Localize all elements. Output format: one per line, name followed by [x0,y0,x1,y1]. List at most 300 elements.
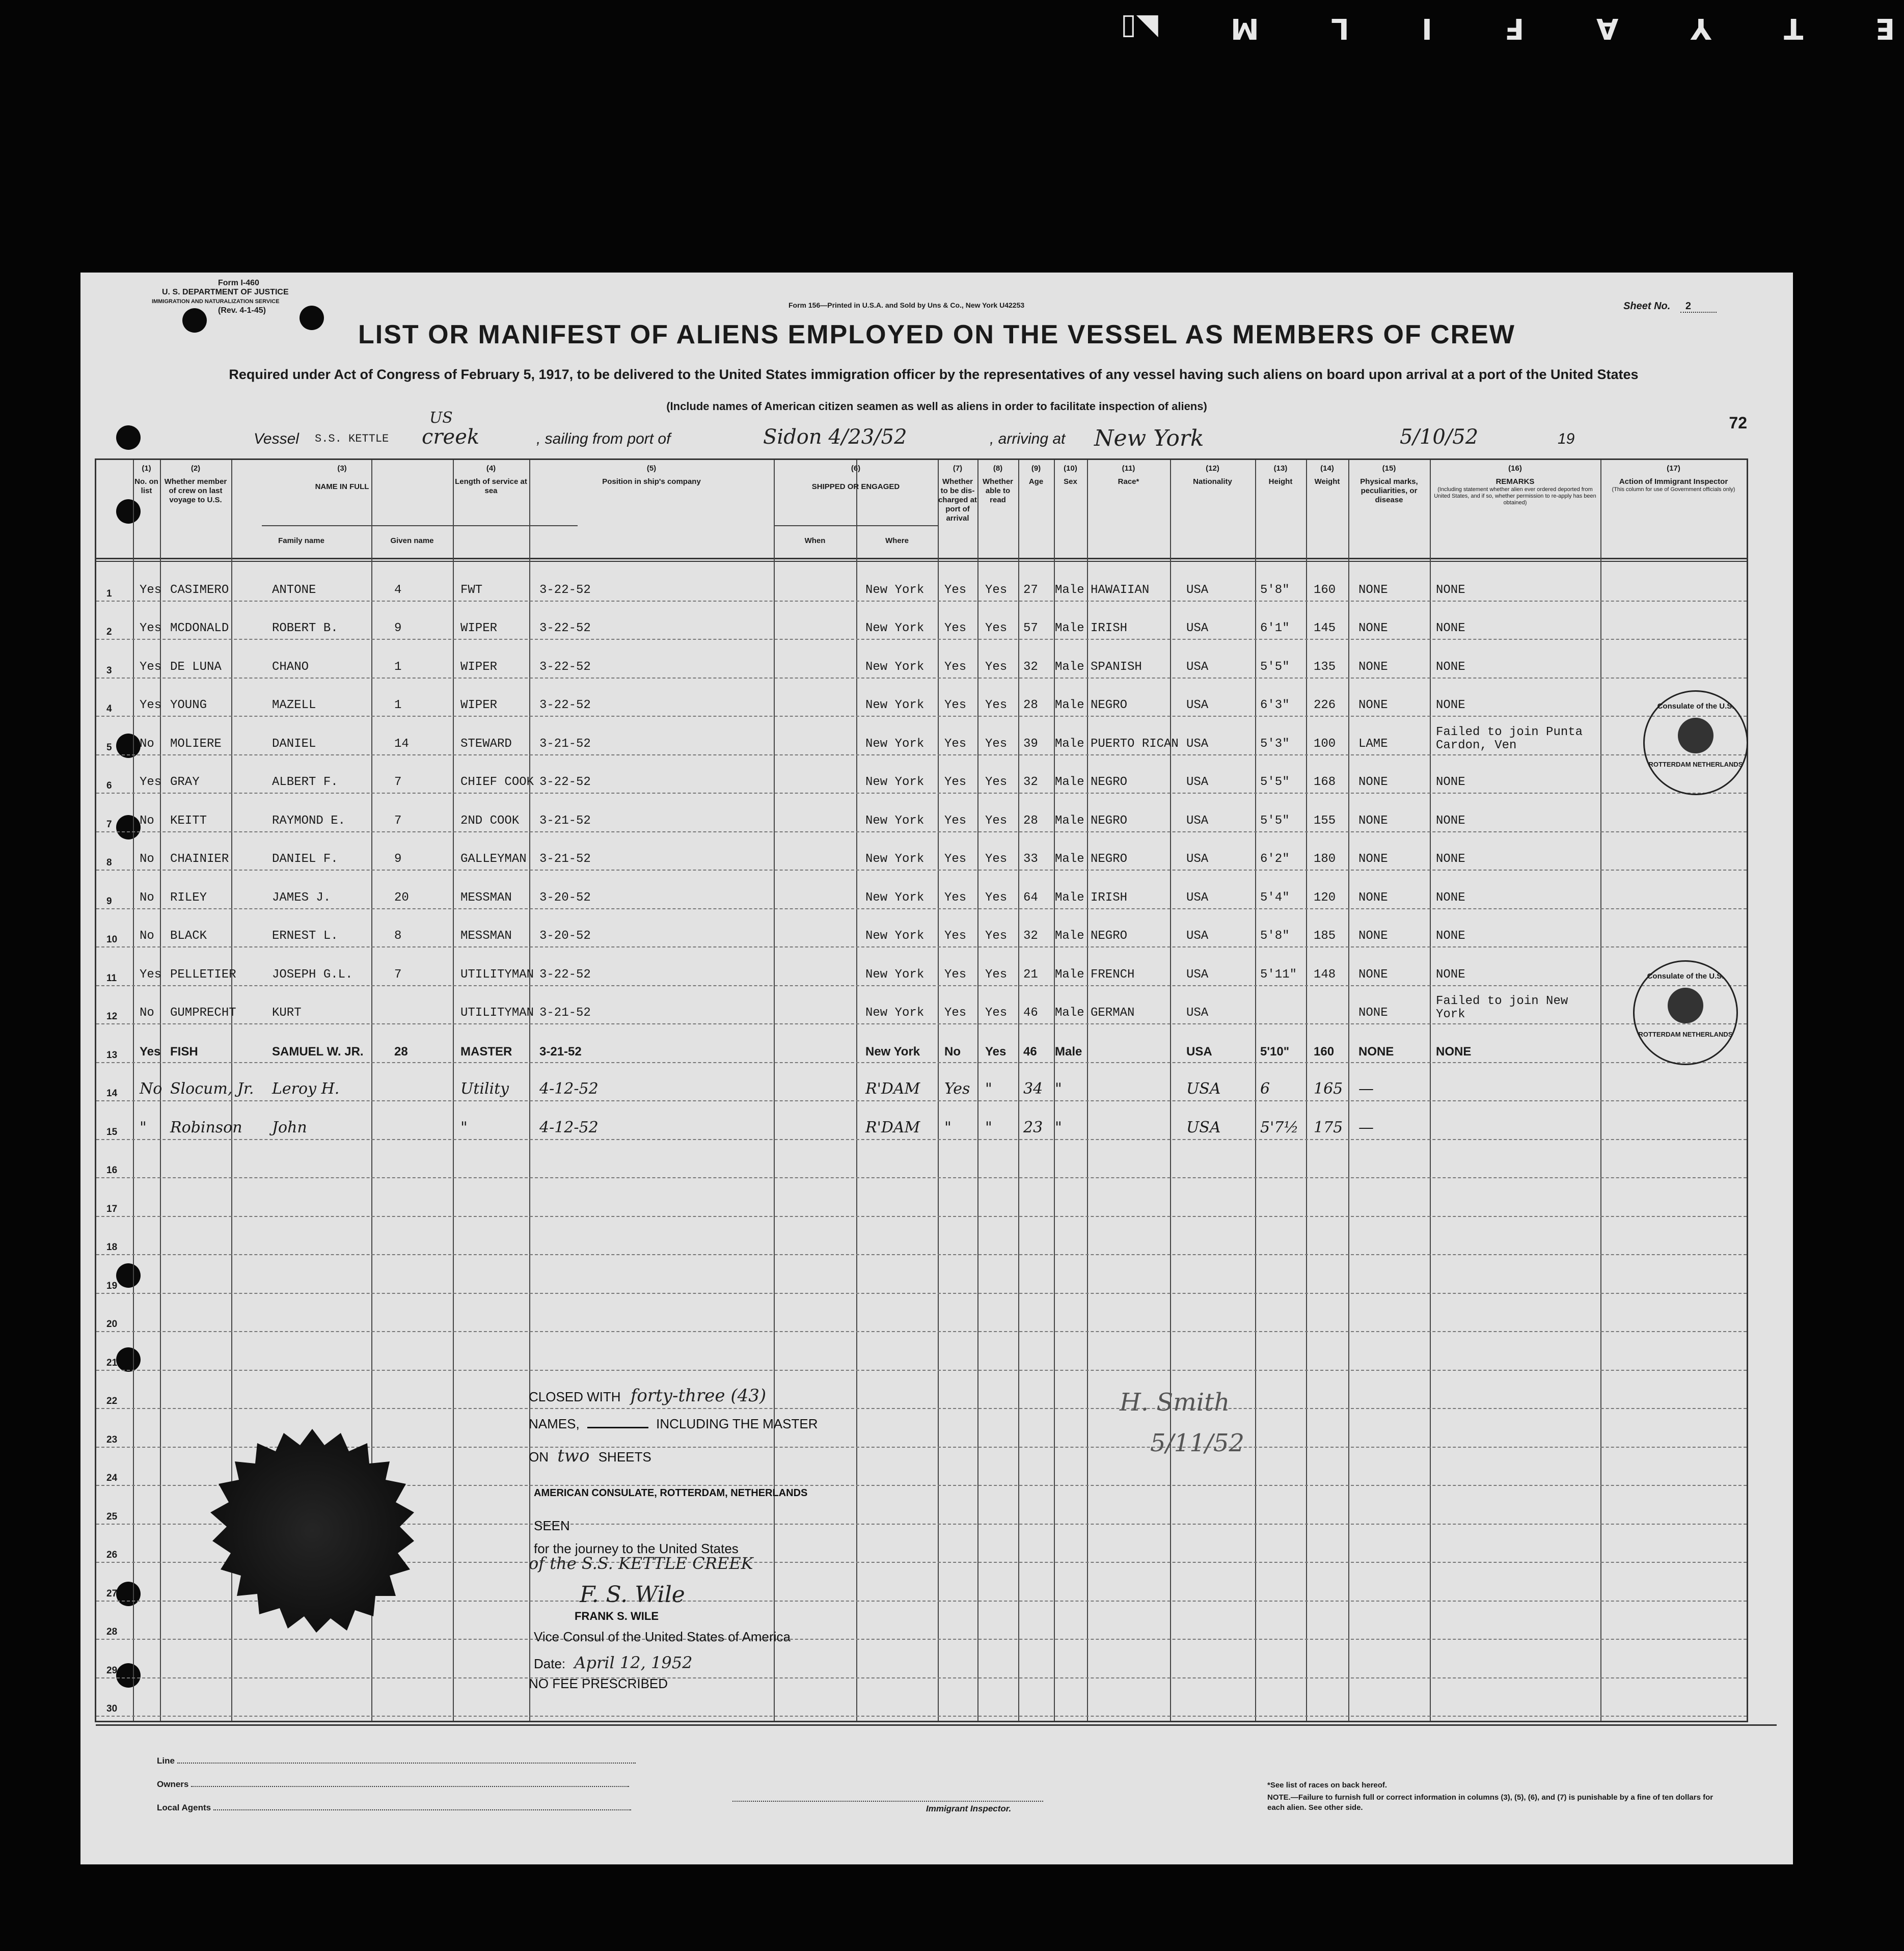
cell-prev-voyage: Yes [140,621,162,635]
cell-given-name: ALBERT F. [272,775,338,789]
cell-shipped-when: 3-22-52 [539,660,591,674]
row-number: 5 [106,742,112,753]
cell-family-name: MCDONALD [170,621,229,635]
column-number: (10) [1064,464,1077,473]
cell-race: IRISH [1091,890,1128,905]
agency-name: U. S. DEPARTMENT OF JUSTICE [162,288,289,296]
cell-shipped-where: New York [865,967,924,982]
column-header [1054,464,1087,486]
cell-race: NEGRO [1091,852,1128,866]
column-divider [1087,460,1088,1721]
column-header [1600,464,1747,493]
column-title: Whether to be dis-charged at port of arrival [938,477,977,523]
stamp-bottom-text: ROTTERDAM NETHERLANDS [1638,1031,1733,1038]
row-divider [96,793,1747,794]
cell-given-name: JOSEPH G.L. [272,967,353,982]
column-title: Whether able to read [983,477,1013,504]
cell-height: 5'4" [1260,890,1290,905]
sheets-label: SHEETS [598,1449,651,1465]
ship-handwritten: of the S.S. KETTLE CREEK [529,1554,753,1573]
row-number: 15 [106,1126,118,1137]
column-header [1087,464,1170,486]
row-number: 16 [106,1165,118,1176]
cell-discharged: Yes [944,1080,970,1098]
cell-age: 33 [1023,852,1038,866]
column-title: Height [1268,477,1293,486]
cell-age: 28 [1023,698,1038,712]
cell-race: PUERTO RICAN [1091,737,1179,751]
cell-prev-voyage: No [140,890,154,905]
column-title: Nationality [1193,477,1232,486]
column-header [160,464,231,505]
row-divider [96,1100,1747,1101]
row-divider [96,1254,1747,1255]
column-title: SHIPPED OR ENGAGED [811,482,900,491]
cell-sex: Male [1055,621,1084,635]
row-divider [96,678,1747,679]
date-label: Date: [534,1656,566,1671]
film-code-char: ◣▯ [1121,11,1158,45]
film-code-char: M [1230,11,1259,45]
signed-date: April 12, 1952 [574,1653,693,1672]
cell-physical-marks: NONE [1358,775,1388,789]
punch-hole [116,425,141,450]
cell-discharged: Yes [944,698,967,712]
vessel-line [254,409,1710,456]
cell-position: UTILITYMAN [460,1006,534,1020]
column-note: (This column for use of Government officials only) [1612,486,1735,493]
row-divider [96,1408,1747,1409]
cell-sex: Male [1055,775,1084,789]
row-number: 29 [106,1665,118,1676]
cell-position: WIPER [460,698,498,712]
column-number: (16) [1508,464,1522,473]
cell-shipped-when: 3-22-52 [539,583,591,597]
cell-nationality: USA [1186,1006,1209,1020]
cell-age: 46 [1023,1006,1038,1020]
cell-nationality: USA [1186,621,1209,635]
cell-race: FRENCH [1091,967,1135,982]
cell-given-name: DANIEL F. [272,852,338,866]
row-number: 12 [106,1011,118,1022]
column-title: Length of service at sea [455,477,527,495]
cell-shipped-when: 3-22-52 [539,698,591,712]
cell-race: NEGRO [1091,775,1128,789]
cell-weight: 120 [1314,890,1336,905]
cell-discharged: Yes [944,1006,967,1020]
cell-service-length: 20 [394,890,409,905]
row-divider [96,1370,1747,1371]
row-divider [96,1062,1747,1063]
cell-age: 32 [1023,929,1038,943]
cell-race: NEGRO [1091,929,1128,943]
column-number: (2) [191,464,201,473]
cell-shipped-when: 3-22-52 [539,967,591,982]
column-header [1306,464,1348,486]
row-divider [96,1139,1747,1140]
cell-shipped-where: New York [865,698,924,712]
cell-physical-marks: — [1358,1118,1374,1136]
port-from: Sidon 4/23/52 [763,425,907,449]
column-title: NAME IN FULL [315,482,369,491]
cell-remarks: NONE [1436,660,1465,674]
cell-shipped-when: 4-12-52 [539,1118,599,1136]
column-header [1255,464,1306,486]
cell-age: 21 [1023,967,1038,982]
cell-shipped-where: New York [865,737,924,751]
cell-family-name: GUMPRECHT [170,1006,236,1020]
form-revision: (Rev. 4-1-45) [218,306,266,315]
cell-position: " [460,1118,468,1136]
column-number: (12) [1206,464,1219,473]
cell-prev-voyage: No [140,1080,162,1098]
header-divider [96,558,1747,559]
row-divider [96,639,1747,640]
cell-height: 6'2" [1260,852,1290,866]
cell-age: 23 [1023,1118,1043,1136]
row-divider [96,601,1747,602]
column-title: Age [1028,477,1044,486]
row-divider [96,985,1747,986]
cell-able-to-read: " [985,1080,992,1098]
cell-shipped-when: 3-20-52 [539,929,591,943]
cell-height: 6'1" [1260,621,1290,635]
cell-service-length: 4 [394,583,402,597]
cell-sex: Male [1055,929,1084,943]
cell-position: CHIEF COOK [460,775,534,789]
fee-note: NO FEE PRESCRIBED [529,1676,668,1691]
column-divider [938,460,939,1721]
cell-prev-voyage: Yes [140,967,162,982]
cell-family-name: YOUNG [170,698,207,712]
cell-prev-voyage: No [140,852,154,866]
row-number: 3 [106,665,112,676]
cell-shipped-where: R'DAM [865,1080,920,1098]
cell-able-to-read: Yes [985,737,1008,751]
cell-service-length: 8 [394,929,402,943]
column-divider [529,460,530,1721]
column-header [1170,464,1255,486]
closing-line-3 [529,1446,651,1466]
stamp-emblem-icon [1678,718,1713,753]
cell-age: 34 [1023,1080,1043,1098]
row-number: 26 [106,1550,118,1560]
cell-weight: 148 [1314,967,1336,982]
cell-shipped-when: 3-21-52 [539,737,591,751]
cell-shipped-when: 3-21-52 [539,1044,582,1059]
cell-height: 6'3" [1260,698,1290,712]
cell-age: 57 [1023,621,1038,635]
cell-shipped-when: 3-22-52 [539,775,591,789]
cell-discharged: Yes [944,775,967,789]
cell-sex: Male [1055,698,1084,712]
row-number: 14 [106,1088,118,1099]
cell-race: IRISH [1091,621,1128,635]
cell-family-name: MOLIERE [170,737,222,751]
row-divider [96,1293,1747,1294]
column-number: (3) [337,464,347,473]
cell-service-length: 7 [394,967,402,982]
cell-shipped-where: New York [865,814,924,828]
cell-height: 6 [1260,1080,1270,1098]
film-code-char: L [1331,11,1350,45]
on-label: ON [529,1449,549,1465]
cell-prev-voyage: No [140,814,154,828]
row-number: 13 [106,1049,118,1061]
cell-given-name: KURT [272,1006,302,1020]
year-prefix: 19 [1558,430,1575,447]
cell-position: Utility [460,1080,509,1098]
cell-nationality: USA [1186,1118,1221,1136]
film-code-char: I [1421,11,1432,45]
journey-line: for the journey to the United States [534,1541,739,1556]
row-number: 7 [106,819,112,830]
stamp-top-text: Consulate of the U.S. [1657,702,1734,711]
column-number: (11) [1122,464,1135,473]
cell-discharged: No [944,1044,961,1059]
cell-discharged: Yes [944,621,967,635]
cell-age: 32 [1023,660,1038,674]
footer-owners-label: Owners [157,1779,629,1790]
cell-height: 5'7½ [1260,1118,1299,1136]
cell-position: WIPER [460,660,498,674]
row-number: 25 [106,1511,118,1522]
column-header [1348,464,1430,505]
column-title: Action of Immigrant Inspector [1619,477,1728,486]
cell-discharged: Yes [944,929,967,943]
column-number: (7) [953,464,963,473]
cell-physical-marks: NONE [1358,967,1388,982]
cell-shipped-when: 3-20-52 [539,890,591,905]
footer-agents-label: Local Agents [157,1803,631,1813]
agency-sub: IMMIGRATION AND NATURALIZATION SERVICE [152,299,280,305]
closed-with-count: forty-three (43) [630,1386,767,1406]
row-number: 19 [106,1280,118,1291]
cell-shipped-when: 4-12-52 [539,1080,599,1098]
cell-sex: Male [1055,890,1084,905]
footer-divider [96,1724,1777,1726]
row-divider [96,1639,1747,1640]
row-number: 18 [106,1242,118,1253]
form-number: Form I-460 [218,279,259,287]
column-number: (5) [646,464,657,473]
cell-remarks: NONE [1436,852,1465,866]
cell-given-name: ERNEST L. [272,929,338,943]
column-header [529,464,774,486]
column-divider [1170,460,1171,1721]
cell-family-name: FISH [170,1044,198,1059]
cell-weight: 160 [1314,1044,1335,1059]
cell-family-name: GRAY [170,775,200,789]
cell-position: 2ND COOK [460,814,520,828]
cell-prev-voyage: " [140,1118,147,1136]
consul-signature: F. S. Wile [580,1582,685,1608]
column-number: (14) [1320,464,1334,473]
film-code-char: E [1875,11,1895,45]
cell-family-name: CHAINIER [170,852,229,866]
column-header [1430,464,1600,506]
row-number: 28 [106,1627,118,1637]
cell-remarks: NONE [1436,1044,1472,1059]
port-to: New York [1094,425,1204,451]
cell-able-to-read: Yes [985,1044,1007,1059]
seen-label: SEEN [534,1518,570,1533]
vessel-name-typed: S.S. KETTLE [315,432,389,445]
column-subheader: Family name [278,536,324,545]
cell-weight: 160 [1314,583,1336,597]
film-code-char: A [1596,11,1619,45]
cell-discharged: Yes [944,852,967,866]
column-number: (4) [486,464,496,473]
cell-able-to-read: Yes [985,775,1008,789]
cell-able-to-read: Yes [985,1006,1008,1020]
column-divider [1600,460,1601,1721]
row-number: 4 [106,703,112,714]
cell-height: 5'3" [1260,737,1290,751]
column-subheader: When [804,536,826,545]
column-number: (17) [1667,464,1680,473]
column-header [453,464,529,496]
cell-remarks: NONE [1436,967,1465,982]
arriving-label: , arriving at [990,430,1066,447]
cell-nationality: USA [1186,737,1209,751]
cell-weight: 135 [1314,660,1336,674]
row-divider [96,870,1747,871]
cell-weight: 185 [1314,929,1336,943]
cell-shipped-when: 3-21-52 [539,1006,591,1020]
vessel-name-annotation: US [429,409,453,427]
cell-shipped-where: New York [865,621,924,635]
cell-prev-voyage: Yes [140,660,162,674]
cell-sex: Male [1055,1006,1084,1020]
cell-remarks: NONE [1436,698,1465,712]
column-title: No. on list [134,477,158,495]
stamp-bottom-text: ROTTERDAM NETHERLANDS [1648,761,1743,768]
column-divider [774,460,775,1721]
column-title: Weight [1314,477,1340,486]
cell-nationality: USA [1186,852,1209,866]
cell-position: MASTER [460,1044,512,1059]
cell-service-length: 7 [394,814,402,828]
consul-name: FRANK S. WILE [575,1610,659,1622]
cell-remarks: NONE [1436,814,1465,828]
shipped-subheader-line [774,525,938,526]
cell-able-to-read: Yes [985,852,1008,866]
cell-physical-marks: NONE [1358,1006,1388,1020]
footer-races-note: *See list of races on back hereof. [1267,1781,1388,1790]
cell-able-to-read: Yes [985,698,1008,712]
subtitle: Required under Act of Congress of February 5, 1917, to be delivered to the United States immigration officer by the representatives of any vessel having such aliens on board upon arrival at a port of the United States [229,367,1639,382]
cell-age: 27 [1023,583,1038,597]
cell-given-name: RAYMOND E. [272,814,346,828]
column-header [977,464,1018,505]
cell-family-name: KEITT [170,814,207,828]
cell-shipped-where: New York [865,1006,924,1020]
closed-with-label: CLOSED WITH [529,1389,621,1404]
cell-shipped-where: New York [865,1044,920,1059]
row-divider [96,1023,1747,1024]
cell-service-length: 28 [394,1044,408,1059]
row-number: 23 [106,1434,118,1445]
closing-line-1 [529,1386,766,1406]
cell-position: FWT [460,583,483,597]
cell-given-name: ROBERT B. [272,621,338,635]
cell-nationality: USA [1186,890,1209,905]
cell-nationality: USA [1186,1080,1221,1098]
consulate-stamp [1633,960,1738,1065]
column-title: REMARKS [1495,477,1535,486]
cell-weight: 165 [1314,1080,1343,1098]
cell-nationality: USA [1186,698,1209,712]
cell-discharged: " [944,1118,951,1136]
column-divider [1430,460,1431,1721]
cell-height: 5'5" [1260,660,1290,674]
row-number: 24 [106,1473,118,1483]
cell-sex: Male [1055,737,1084,751]
row-number: 17 [106,1203,118,1214]
cell-discharged: Yes [944,890,967,905]
sailing-label: , sailing from port of [536,430,671,447]
column-title: Race* [1118,477,1139,486]
arrival-date: 5/10/52 [1400,425,1479,449]
cell-able-to-read: Yes [985,929,1008,943]
row-divider [96,754,1747,755]
page-title: LIST OR MANIFEST OF ALIENS EMPLOYED ON THE VESSEL AS MEMBERS OF CREW [358,320,1515,349]
consulate-stamp [1643,690,1748,795]
footer-fine-note: NOTE.—Failure to furnish full or correct information in columns (3), (5), (6), and (7) is punishable by a fine of ten dollars for each alien. See other side. [1267,1793,1713,1812]
cell-given-name: CHANO [272,660,309,674]
cell-position: UTILITYMAN [460,967,534,982]
cell-given-name: JAMES J. [272,890,331,905]
cell-service-length: 1 [394,698,402,712]
column-header [231,464,453,492]
cell-sex: Male [1055,583,1084,597]
cell-family-name: Slocum, Jr. [170,1080,254,1098]
cell-position: STEWARD [460,737,512,751]
cell-weight: 145 [1314,621,1336,635]
cell-prev-voyage: Yes [140,775,162,789]
column-number: (13) [1273,464,1288,473]
cell-nationality: USA [1186,583,1209,597]
sheet-value: 2 [1680,301,1717,313]
row-number: 20 [106,1319,118,1330]
cell-age: 64 [1023,890,1038,905]
page-number: 72 [1729,414,1747,432]
row-number: 2 [106,627,112,637]
cell-shipped-when: 3-22-52 [539,621,591,635]
cell-sex: Male [1055,1044,1082,1059]
consul-office: Vice Consul of the United States of America [534,1629,791,1644]
cell-position: GALLEYMAN [460,852,527,866]
cell-shipped-where: R'DAM [865,1118,920,1136]
column-divider [1306,460,1307,1721]
column-divider [133,460,134,1721]
sheet-label: Sheet No. [1623,301,1671,312]
column-title: Position in ship's company [602,477,701,486]
column-divider [1255,460,1256,1721]
closing-line-2 [529,1416,818,1432]
cell-age: 46 [1023,1044,1037,1059]
row-divider [96,1331,1747,1332]
cell-physical-marks: NONE [1358,660,1388,674]
cell-able-to-read: Yes [985,967,1008,982]
cell-remarks: Failed to join New York [1436,994,1568,1021]
cell-physical-marks: NONE [1358,852,1388,866]
cell-remarks: Failed to join Punta Cardon, Ven [1436,725,1583,752]
footer-inspector-label: Immigrant Inspector. [926,1804,1012,1813]
cell-discharged: Yes [944,583,967,597]
cell-given-name: Leroy H. [272,1080,340,1098]
